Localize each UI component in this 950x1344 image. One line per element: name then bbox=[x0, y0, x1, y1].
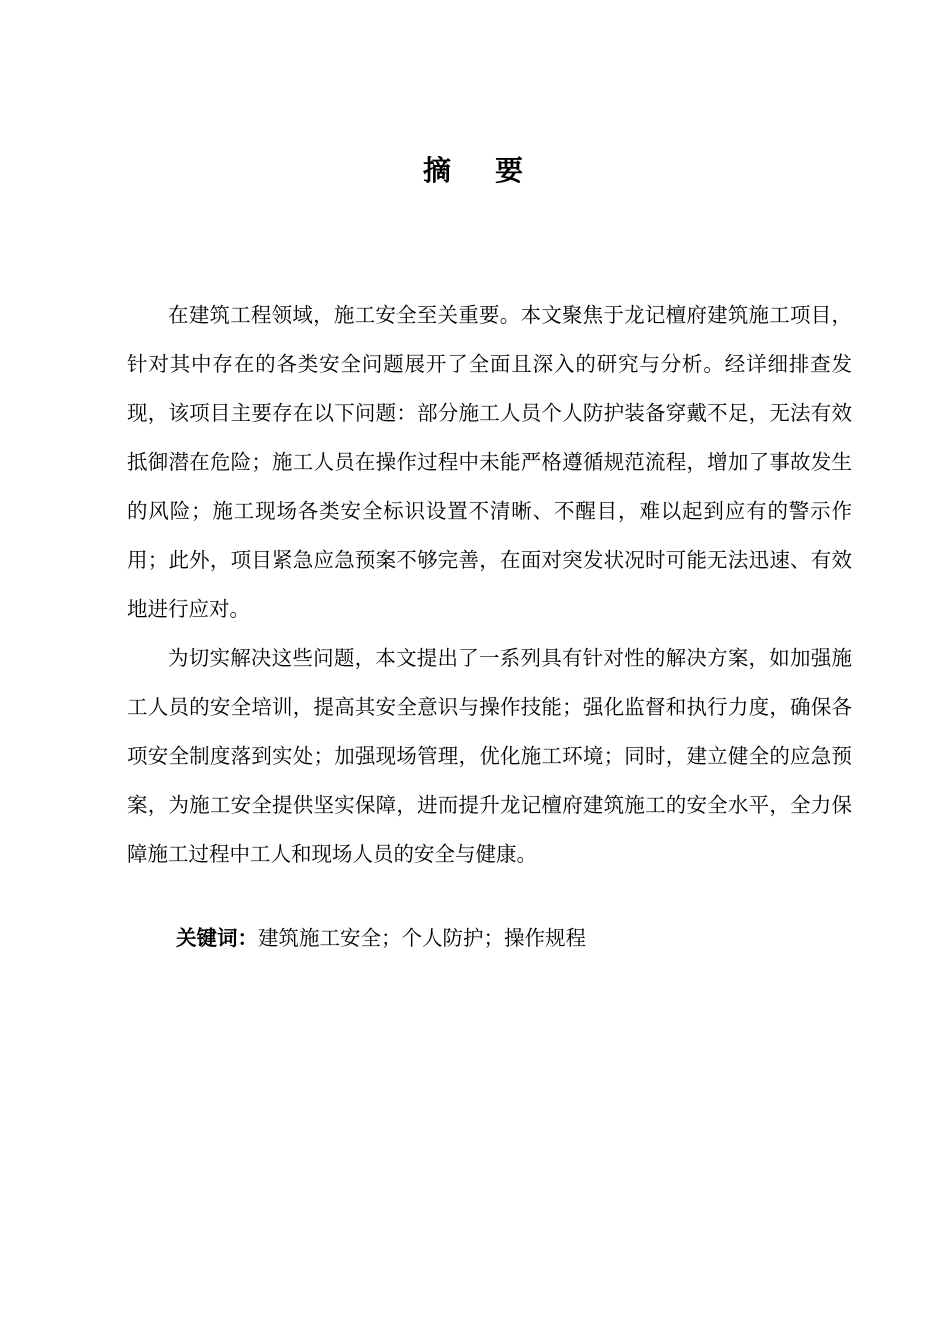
keywords-line bbox=[176, 918, 856, 958]
keywords-label: 关键词： bbox=[176, 926, 258, 950]
abstract-body bbox=[127, 291, 852, 879]
keywords-value: 建筑施工安全；个人防护；操作规程 bbox=[258, 926, 586, 950]
abstract-paragraph-2: 为切实解决这些问题，本文提出了一系列具有针对性的解决方案，如加强施工人员的安全培训，提高其安全意识与操作技能；强化监督和执行力度，确保各项安全制度落到实处；加强现场管理，优化施工环境；同时，建立健全的应急预案，为施工安全提供坚实保障，进而提升龙记檀府建筑施工的安全水平，全力保障施工过程中工人和现场人员的安全与健康。 bbox=[127, 646, 852, 866]
page-title: 摘要 bbox=[422, 154, 567, 187]
abstract-paragraph-1: 在建筑工程领域，施工安全至关重要。本文聚焦于龙记檀府建筑施工项目，针对其中存在的各类安全问题展开了全面且深入的研究与分析。经详细排查发现，该项目主要存在以下问题：部分施工人员个人防护装备穿戴不足，无法有效抵御潜在危险；施工人员在操作过程中未能严格遵循规范流程，增加了事故发生的风险；施工现场各类安全标识设置不清晰、不醒目，难以起到应有的警示作用；此外，项目紧急应急预案不够完善，在面对突发状况时可能无法迅速、有效地进行应对。 bbox=[127, 303, 852, 621]
